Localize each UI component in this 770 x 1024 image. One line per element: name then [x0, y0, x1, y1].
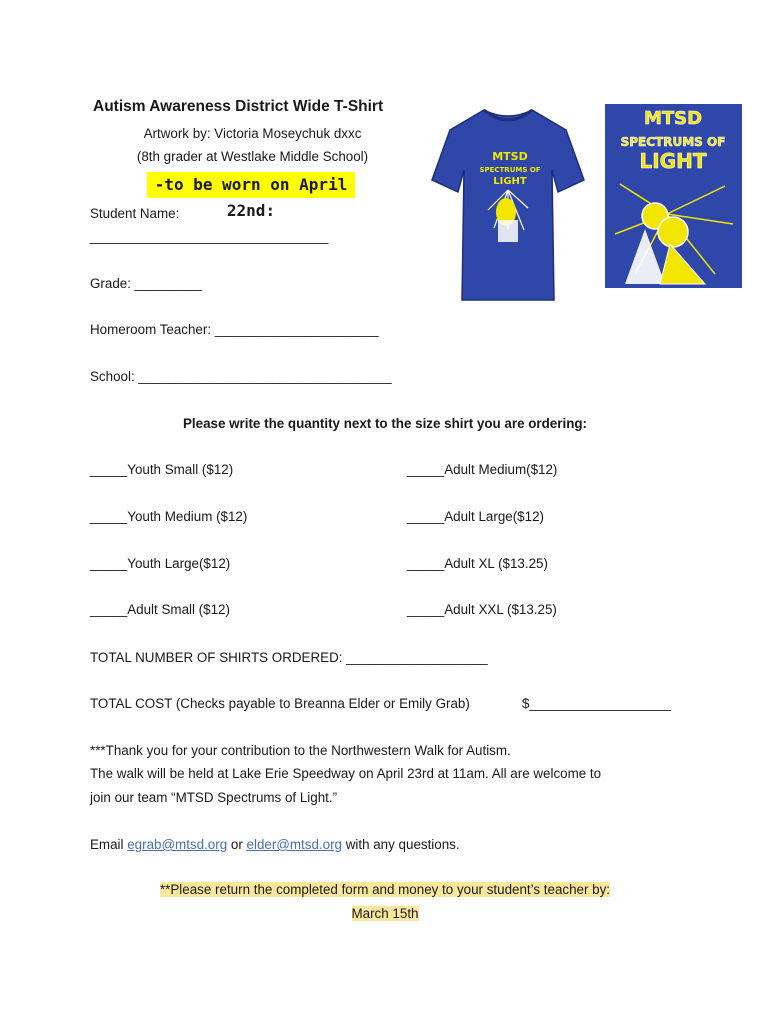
email-or: or — [227, 837, 247, 852]
size-instruction: Please write the quantity next to the size shirt you are ordering: — [182, 416, 588, 431]
tshirt-text-line1: MTSD — [492, 150, 528, 163]
email-line — [90, 837, 460, 852]
total-shirts-field[interactable]: TOTAL NUMBER OF SHIRTS ORDERED: ___________________ — [90, 650, 488, 665]
return-notice-line1-wrap — [0, 882, 770, 897]
poster-text-line3: LIGHT — [639, 149, 707, 173]
grade-field[interactable]: Grade: _________ — [90, 276, 202, 291]
poster-text-line2: SPECTRUMS OF — [620, 135, 726, 149]
total-cost-field[interactable]: $___________________ — [522, 696, 671, 711]
tshirt-text-line3: LIGHT — [493, 176, 527, 187]
poster-text-line1: MTSD — [643, 108, 703, 129]
size-adult-xxl[interactable]: _____Adult XXL ($13.25) — [407, 602, 557, 617]
return-notice-line1: **Please return the completed form and money to your student’s teacher by: — [159, 882, 611, 897]
tshirt-text-line2: SPECTRUMS OF — [479, 166, 541, 174]
size-youth-small[interactable]: _____Youth Small ($12) — [90, 462, 234, 477]
size-adult-xl[interactable]: _____Adult XL ($13.25) — [407, 556, 548, 571]
student-name-field[interactable]: ________________________________ — [90, 229, 329, 244]
form-title: Autism Awareness District Wide T-Shirt — [93, 98, 384, 115]
total-cost-label: TOTAL COST (Checks payable to Breanna Elder or Emily Grab) — [90, 696, 470, 711]
email-prefix: Email — [90, 837, 128, 852]
artist-info: (8th grader at Westlake Middle School) — [136, 149, 369, 164]
size-adult-medium[interactable]: _____Adult Medium($12) — [407, 462, 558, 477]
wear-date-highlight: -to be worn on April 22nd: — [147, 172, 355, 198]
thanks-note: ***Thank you for your contribution to the Northwestern Walk for Autism. — [90, 743, 511, 758]
homeroom-field[interactable]: Homeroom Teacher: ______________________ — [90, 322, 379, 337]
student-name-label: Student Name: — [90, 206, 180, 221]
walk-info-line2: join our team “MTSD Spectrums of Light.” — [90, 790, 338, 805]
size-adult-small[interactable]: _____Adult Small ($12) — [90, 602, 230, 617]
size-adult-large[interactable]: _____Adult Large($12) — [407, 509, 544, 524]
return-notice-line2-wrap — [0, 906, 770, 921]
email-link-elder[interactable]: elder@mtsd.org — [246, 837, 342, 852]
walk-info-line1: The walk will be held at Lake Erie Speedway on April 23rd at 11am. All are welcome to — [90, 766, 602, 781]
email-suffix: with any questions. — [341, 837, 460, 852]
tshirt-image — [428, 100, 588, 310]
school-field[interactable]: School: __________________________________ — [90, 369, 392, 384]
size-youth-large[interactable]: _____Youth Large($12) — [90, 556, 231, 571]
size-youth-medium[interactable]: _____Youth Medium ($12) — [90, 509, 248, 524]
artwork-credit: Artwork by: Victoria Moseychuk dxxc — [143, 126, 362, 141]
return-deadline: March 15th — [351, 906, 419, 921]
poster-art — [605, 104, 742, 288]
email-link-egrab[interactable]: egrab@mtsd.org — [127, 837, 228, 852]
